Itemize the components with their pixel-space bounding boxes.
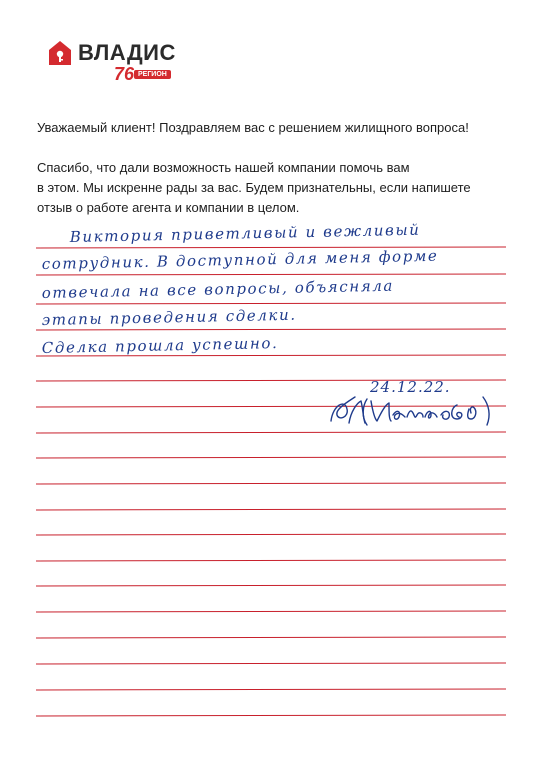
brand-name: ВЛАДИС	[78, 40, 176, 65]
ruled-line	[36, 560, 506, 561]
review-line-4: этапы проведения сделки.	[41, 305, 297, 329]
signature-date: 24.12.22.	[370, 378, 451, 396]
ruled-line	[36, 274, 506, 275]
greeting-text: Уважаемый клиент! Поздравляем вас с решением жилищного вопроса!	[37, 120, 469, 135]
review-line-5: Сделка прошла успешно.	[41, 334, 279, 357]
review-line-1: Виктория приветливый и вежливый	[69, 220, 421, 246]
region-number: 76	[114, 64, 135, 84]
review-line-2: сотрудник. В доступной для меня форме	[41, 246, 439, 273]
request-line-2: в этом. Мы искренне рады за вас. Будем признательны, если напишете	[37, 180, 471, 195]
ruled-line	[36, 715, 506, 716]
ruled-line	[36, 585, 506, 586]
ruled-line	[36, 534, 506, 535]
request-line-3: отзыв о работе агента и компании в целом.	[37, 200, 300, 215]
request-line-1: Спасибо, что дали возможность нашей компании помочь вам	[37, 160, 410, 175]
ruled-line	[36, 432, 506, 433]
region-label: РЕГИОН	[134, 70, 171, 79]
ruled-line	[36, 483, 506, 484]
ruled-line	[36, 509, 506, 510]
ruled-line	[36, 611, 506, 612]
ruled-line	[36, 329, 506, 330]
ruled-line	[36, 303, 506, 304]
ruled-line	[36, 689, 506, 690]
ruled-line	[36, 637, 506, 638]
review-line-3: отвечала на все вопросы, объясняла	[41, 276, 395, 302]
ruled-line	[36, 663, 506, 664]
ruled-line	[36, 457, 506, 458]
handwritten-signature	[327, 391, 505, 431]
